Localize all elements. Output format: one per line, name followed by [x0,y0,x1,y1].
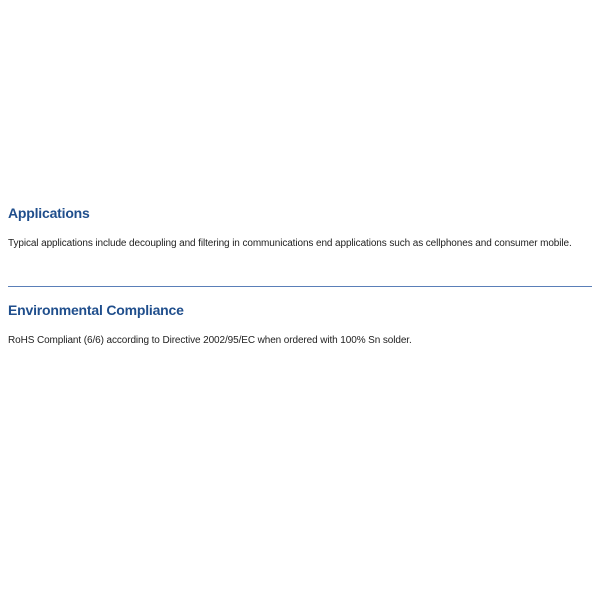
environmental-compliance-heading: Environmental Compliance [8,302,184,318]
applications-heading: Applications [8,205,90,221]
applications-text: Typical applications include decoupling and filtering in communications end applications such as cellphones and consumer mobile. [8,238,572,249]
environmental-compliance-text: RoHS Compliant (6/6) according to Directive 2002/95/EC when ordered with 100% Sn solder. [8,335,412,346]
section-divider [8,286,592,287]
